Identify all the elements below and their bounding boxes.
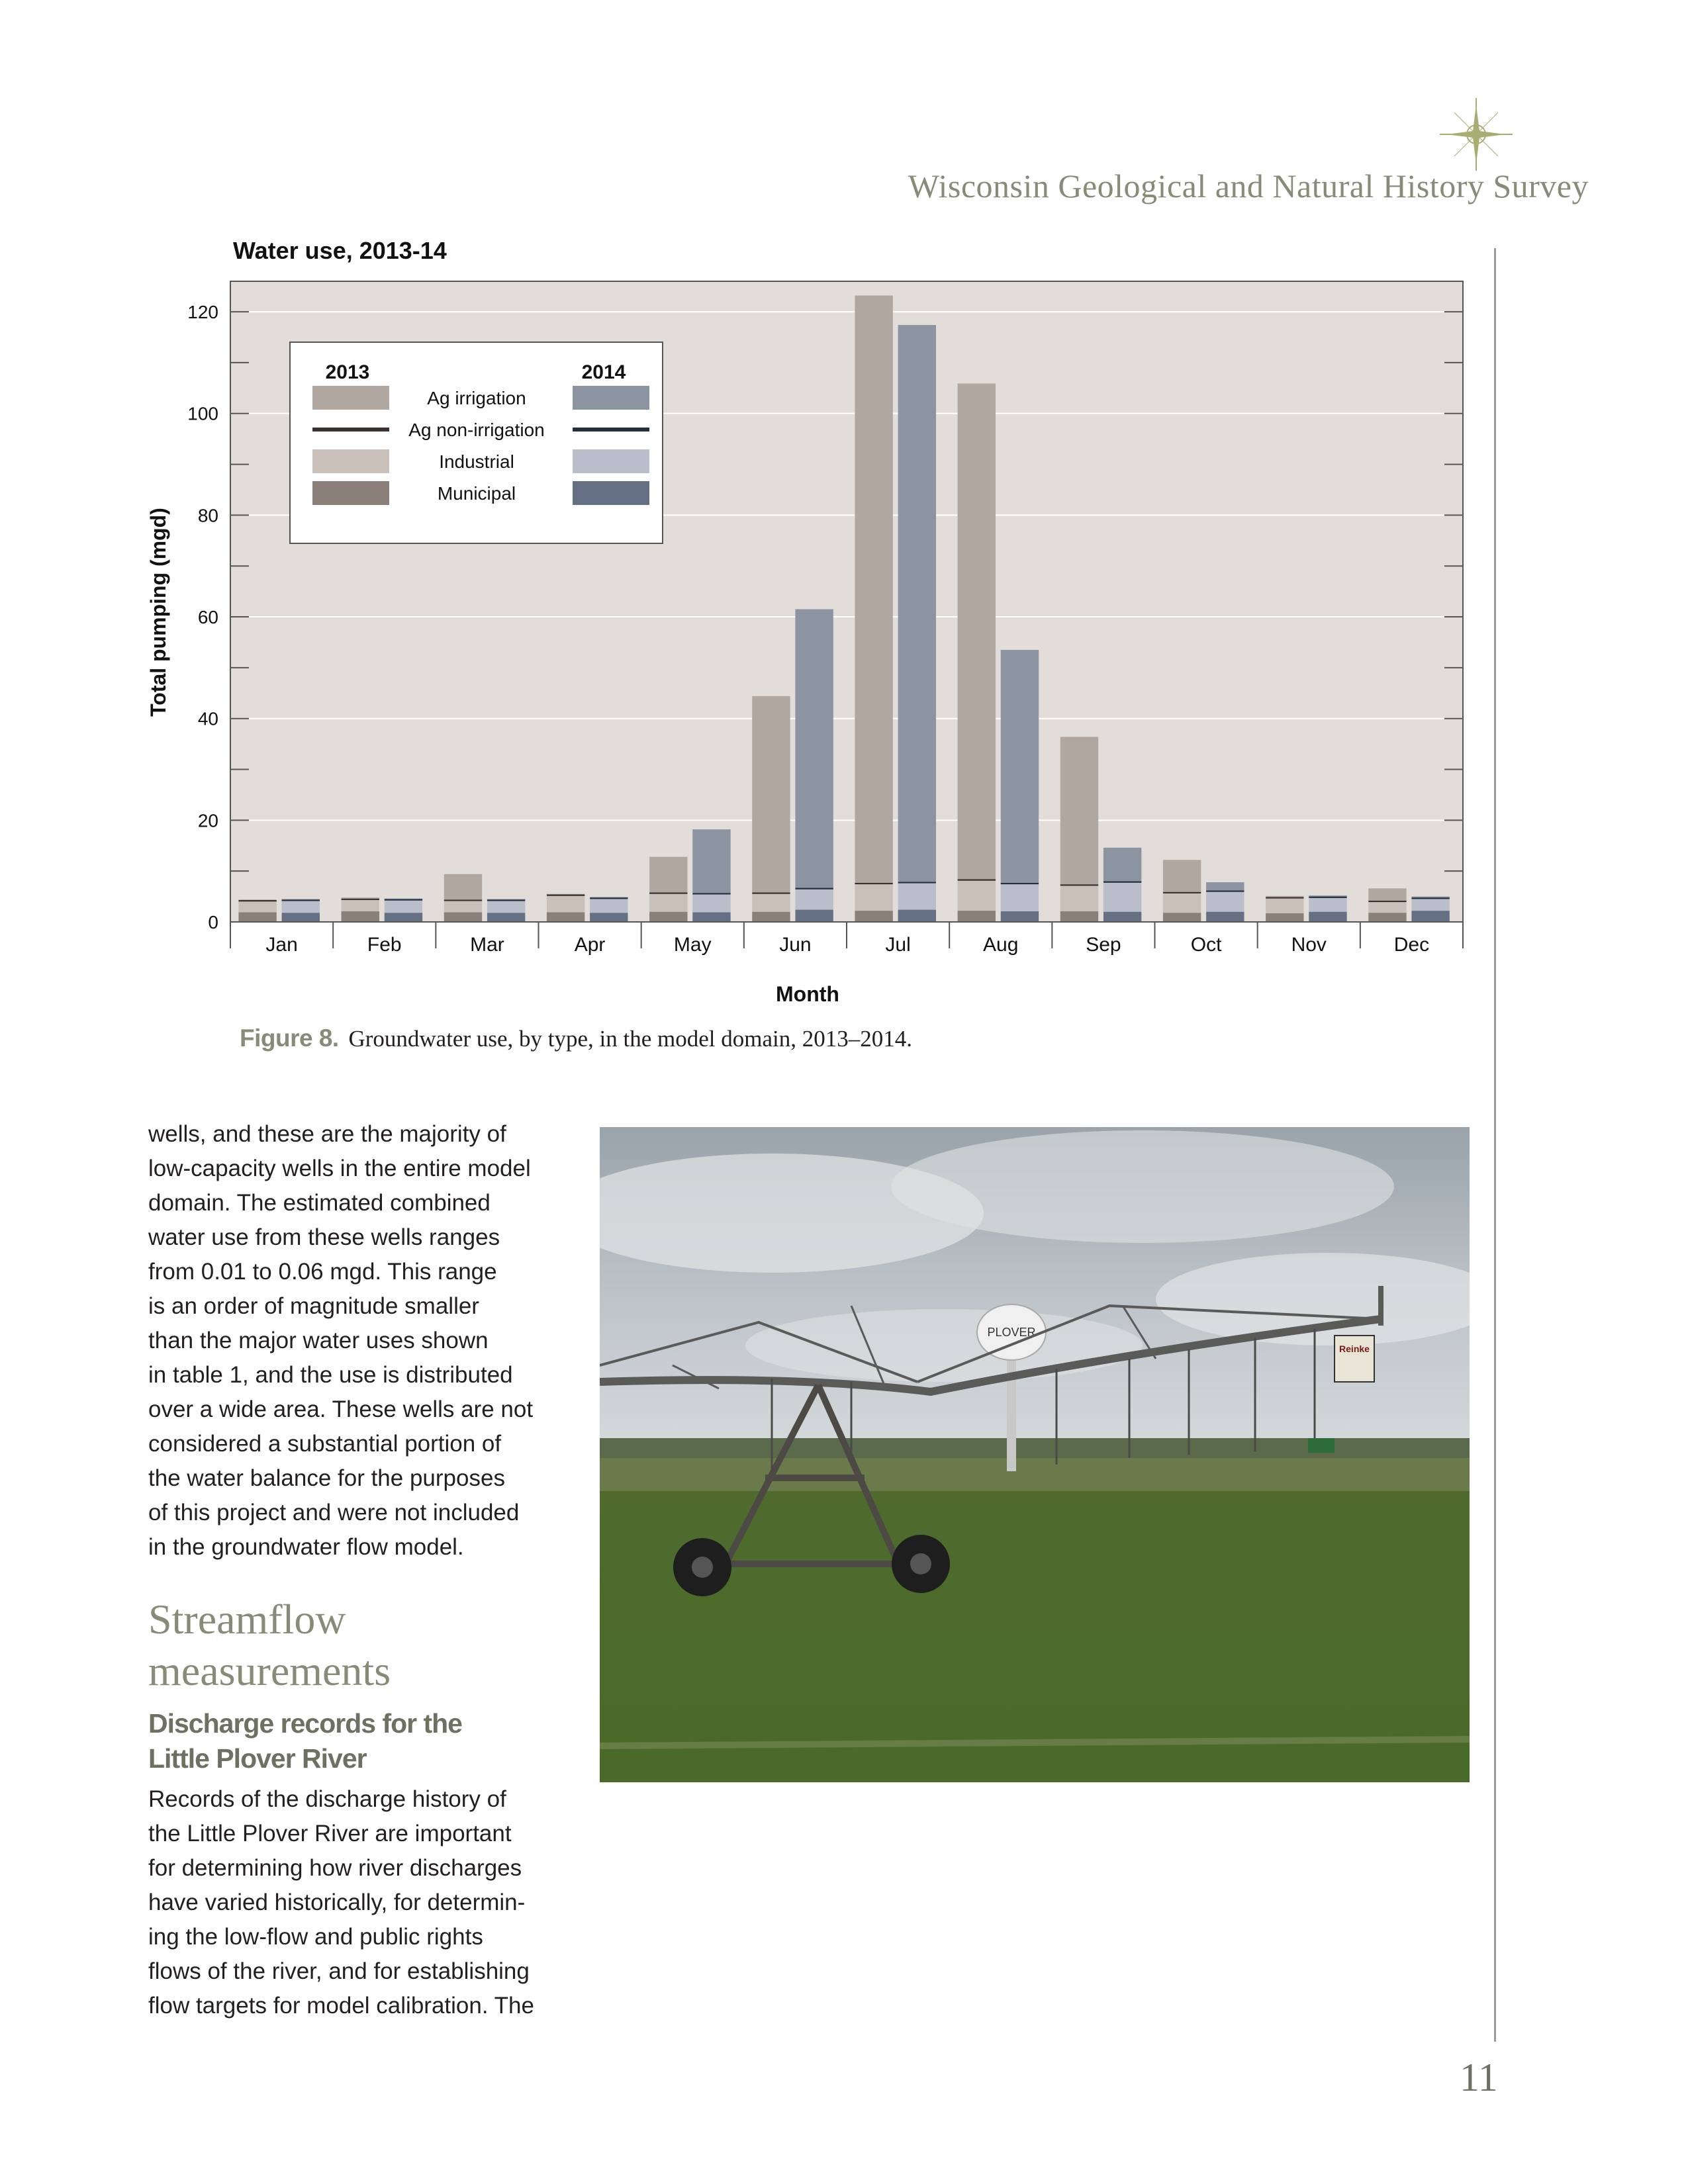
bar-segment-2013-ag-irrigation: [958, 383, 996, 879]
body-line: than the major water uses shown: [148, 1328, 489, 1353]
x-tick-label: Jan: [265, 934, 298, 956]
reinke-sign: [1335, 1336, 1374, 1382]
bar-segment-2013-ag-irrigation: [649, 857, 687, 893]
sub-heading-line: Little Plover River: [148, 1743, 367, 1774]
body-line: Records of the discharge history of: [148, 1786, 506, 1812]
bar-segment-2014-industrial: [692, 895, 730, 913]
bar-segment-2013-ag-non-irrigation: [1368, 901, 1406, 902]
legend-label: Ag irrigation: [427, 388, 526, 408]
bar-segment-2013-ag-non-irrigation: [855, 883, 892, 884]
legend-label: Industrial: [439, 451, 514, 472]
bar-segment-2014-industrial: [1206, 892, 1244, 912]
bar-segment-2014-ag-non-irrigation: [385, 899, 422, 900]
body-line: is an order of magnitude smaller: [148, 1293, 479, 1319]
bar-segment-2014-ag-non-irrigation: [1103, 882, 1141, 883]
x-tick-label: Sep: [1086, 934, 1121, 956]
bar-segment-2013-industrial: [1368, 902, 1406, 913]
bar-segment-2014-ag-irrigation: [795, 610, 833, 888]
bar-segment-2014-ag-non-irrigation: [590, 897, 628, 899]
body-line: the Little Plover River are important: [148, 1821, 512, 1846]
bar-segment-2013-ag-irrigation: [1266, 896, 1303, 897]
bar-segment-2013-ag-non-irrigation: [342, 899, 379, 900]
bar-segment-2013-ag-non-irrigation: [1060, 884, 1098, 886]
body-line: domain. The estimated combined: [148, 1190, 491, 1216]
bar-segment-2013-ag-irrigation: [238, 899, 276, 900]
bar-segment-2013-municipal: [752, 912, 790, 922]
body-line: flow targets for model calibration. The: [148, 1993, 534, 2019]
bar-segment-2013-industrial: [238, 901, 276, 912]
figure-caption-text: Groundwater use, by type, in the model domain, 2013–2014.: [348, 1026, 912, 1052]
bar-segment-2013-ag-irrigation: [752, 696, 790, 893]
bar-segment-2014-ag-non-irrigation: [1411, 897, 1449, 899]
side-rule: [1494, 248, 1496, 2042]
x-tick-label: Dec: [1393, 934, 1430, 956]
bar-segment-2014-industrial: [487, 901, 525, 913]
body-line: considered a substantial portion of: [148, 1431, 502, 1457]
bar-segment-2013-ag-irrigation: [855, 296, 892, 883]
x-tick-label: Mar: [470, 934, 504, 956]
body-line: wells, and these are the majority of: [148, 1121, 506, 1147]
bar-segment-2013-municipal: [1266, 913, 1303, 922]
bar-segment-2014-ag-non-irrigation: [692, 893, 730, 894]
legend-swatch-2014: [573, 449, 649, 473]
y-tick-label: 120: [187, 302, 218, 323]
bar-segment-2013-ag-irrigation: [1060, 737, 1098, 884]
y-tick-label: 100: [187, 403, 218, 424]
y-axis-label: Total pumping (mgd): [146, 508, 170, 717]
bar-segment-2013-ag-non-irrigation: [958, 879, 996, 880]
bar-segment-2014-ag-non-irrigation: [795, 888, 833, 889]
figure-caption: [240, 1024, 912, 1052]
body-paragraph-2: [148, 1782, 585, 2023]
y-tick-label: 40: [197, 708, 218, 729]
bar-segment-2014-municipal: [1103, 912, 1141, 922]
legend-header-2013: 2013: [325, 361, 370, 383]
bar-segment-2013-municipal: [958, 911, 996, 922]
bar-segment-2014-municipal: [1309, 912, 1346, 922]
bar-segment-2014-ag-non-irrigation: [1206, 890, 1244, 891]
y-tick-label: 80: [197, 505, 218, 526]
bar-segment-2014-ag-non-irrigation: [282, 899, 320, 901]
body-line: in table 1, and the use is distributed: [148, 1362, 513, 1388]
bar-segment-2013-ag-non-irrigation: [238, 900, 276, 901]
bar-segment-2013-industrial: [855, 884, 892, 911]
bar-segment-2013-ag-irrigation: [342, 897, 379, 899]
water-use-chart: [132, 268, 1476, 1016]
bar-segment-2014-industrial: [282, 901, 320, 913]
x-tick-label: Nov: [1291, 934, 1327, 956]
bar-segment-2013-municipal: [342, 911, 379, 922]
sub-heading-line: Discharge records for the: [148, 1708, 462, 1739]
chart-title: Water use, 2013-14: [233, 237, 447, 264]
bar-segment-2013-ag-non-irrigation: [547, 895, 585, 896]
section-heading-line: Streamflow: [148, 1596, 346, 1643]
bar-segment-2013-ag-irrigation: [444, 874, 482, 899]
bar-segment-2013-industrial: [1060, 886, 1098, 911]
x-axis: [230, 922, 1463, 956]
bar-segment-2014-municipal: [1001, 911, 1039, 922]
bar-segment-2014-municipal: [385, 913, 422, 922]
legend-swatch-2013: [312, 449, 389, 473]
body-paragraph-1: [148, 1117, 585, 1565]
pivot-wheel: [692, 1557, 713, 1578]
bar-segment-2014-municipal: [1411, 911, 1449, 922]
bar-segment-2013-ag-irrigation: [547, 894, 585, 895]
legend-swatch-2013: [312, 386, 389, 410]
body-line: flows of the river, and for establishing: [148, 1958, 530, 1984]
legend-header-2014: 2014: [581, 361, 626, 383]
bar-segment-2014-ag-irrigation: [1411, 897, 1449, 898]
bar-segment-2014-ag-non-irrigation: [1309, 897, 1346, 898]
bar-segment-2014-industrial: [795, 889, 833, 910]
bar-segment-2014-ag-irrigation: [898, 325, 936, 882]
bar-segment-2013-ag-non-irrigation: [1266, 897, 1303, 898]
pivot-wheel: [910, 1553, 931, 1574]
bar-segment-2013-industrial: [958, 881, 996, 911]
irrigation-pivot-photo: [600, 1127, 1470, 1782]
legend-swatch-2014: [573, 428, 649, 432]
page-number: 11: [1460, 2056, 1498, 2099]
bar-segment-2014-ag-non-irrigation: [898, 882, 936, 883]
bar-segment-2013-municipal: [1060, 911, 1098, 922]
bar-segment-2014-ag-irrigation: [1103, 848, 1141, 882]
y-tick-label: 20: [197, 810, 218, 831]
bar-segment-2013-ag-irrigation: [1163, 860, 1201, 891]
bar-segment-2013-industrial: [1163, 893, 1201, 913]
x-tick-label: Oct: [1190, 934, 1222, 956]
bar-segment-2014-ag-irrigation: [692, 829, 730, 893]
x-tick-label: Feb: [367, 934, 402, 956]
bar-segment-2014-ag-irrigation: [1309, 895, 1346, 897]
bar-segment-2013-municipal: [855, 911, 892, 922]
body-line: in the groundwater flow model.: [148, 1534, 464, 1560]
legend: [290, 342, 663, 543]
bar-segment-2014-ag-irrigation: [1001, 650, 1039, 883]
bar-segment-2014-ag-irrigation: [1206, 882, 1244, 890]
bar-segment-2014-municipal: [898, 910, 936, 922]
bar-segment-2013-industrial: [547, 896, 585, 913]
bar-segment-2014-industrial: [898, 884, 936, 910]
legend-swatch-2013: [312, 428, 389, 432]
bar-segment-2013-industrial: [444, 901, 482, 913]
bar-segment-2013-municipal: [547, 912, 585, 922]
bar-segment-2014-industrial: [1001, 884, 1039, 911]
bar-segment-2014-municipal: [692, 912, 730, 922]
bar-segment-2013-municipal: [238, 912, 276, 922]
x-tick-label: Jul: [885, 934, 911, 956]
bar-segment-2013-municipal: [649, 912, 687, 922]
section-heading-line: measurements: [148, 1647, 391, 1694]
bar-segment-2014-industrial: [1103, 883, 1141, 912]
bar-segment-2013-municipal: [1368, 913, 1406, 922]
cloud: [891, 1130, 1394, 1243]
compass-rose-icon: [1440, 98, 1513, 171]
bar-segment-2013-industrial: [1266, 899, 1303, 913]
bar-segment-2013-municipal: [1163, 913, 1201, 922]
highway-sign: [1308, 1438, 1335, 1453]
body-line: for determining how river discharges: [148, 1855, 522, 1881]
bar-segment-2014-industrial: [1309, 898, 1346, 912]
x-tick-label: May: [673, 934, 712, 956]
bar-segment-2014-industrial: [385, 901, 422, 913]
sub-heading: [148, 1706, 462, 1776]
x-tick-label: Apr: [574, 934, 606, 956]
bar-segment-2013-municipal: [444, 912, 482, 922]
body-line: low-capacity wells in the entire model: [148, 1156, 531, 1181]
bar-segment-2013-ag-non-irrigation: [444, 899, 482, 901]
bar-segment-2014-industrial: [590, 899, 628, 913]
y-tick-label: 0: [208, 912, 218, 933]
water-tower-label: PLOVER: [987, 1326, 1036, 1339]
bar-segment-2013-industrial: [752, 894, 790, 912]
bar-segment-2014-municipal: [590, 913, 628, 922]
body-line: the water balance for the purposes: [148, 1465, 505, 1491]
bar-segment-2014-ag-non-irrigation: [487, 899, 525, 901]
y-tick-label: 60: [197, 607, 218, 628]
body-line: over a wide area. These wells are not: [148, 1396, 534, 1422]
body-line: of this project and were not included: [148, 1500, 520, 1525]
bar-segment-2014-ag-non-irrigation: [1001, 883, 1039, 884]
bar-segment-2013-industrial: [649, 894, 687, 912]
bar-segment-2013-ag-irrigation: [1368, 888, 1406, 900]
bar-segment-2014-municipal: [487, 913, 525, 922]
header-org-title: Wisconsin Geological and Natural History Survey: [908, 167, 1589, 205]
bar-segment-2014-municipal: [795, 910, 833, 922]
legend-swatch-2014: [573, 386, 649, 410]
bar-segment-2014-municipal: [1206, 912, 1244, 922]
legend-swatch-2013: [312, 481, 389, 505]
reinke-sign-label: Reinke: [1339, 1343, 1370, 1354]
body-line: ing the low-flow and public rights: [148, 1924, 483, 1950]
section-heading: [148, 1594, 391, 1697]
body-line: from 0.01 to 0.06 mgd. This range: [148, 1259, 497, 1285]
bar-segment-2013-industrial: [342, 900, 379, 911]
bar-segment-2013-ag-non-irrigation: [649, 892, 687, 893]
bar-segment-2014-industrial: [1411, 899, 1449, 911]
body-line: have varied historically, for determin-: [148, 1889, 526, 1915]
x-tick-label: Jun: [779, 934, 812, 956]
figure-label: Figure 8.: [240, 1024, 339, 1052]
legend-label: Municipal: [437, 483, 516, 504]
legend-swatch-2014: [573, 481, 649, 505]
legend-label: Ag non-irrigation: [408, 420, 545, 440]
body-line: water use from these wells ranges: [148, 1224, 500, 1250]
bar-segment-2013-ag-non-irrigation: [1163, 892, 1201, 893]
x-axis-label: Month: [776, 982, 839, 1006]
bar-segment-2014-municipal: [282, 913, 320, 922]
bar-segment-2013-ag-non-irrigation: [752, 892, 790, 893]
x-tick-label: Aug: [983, 934, 1019, 956]
